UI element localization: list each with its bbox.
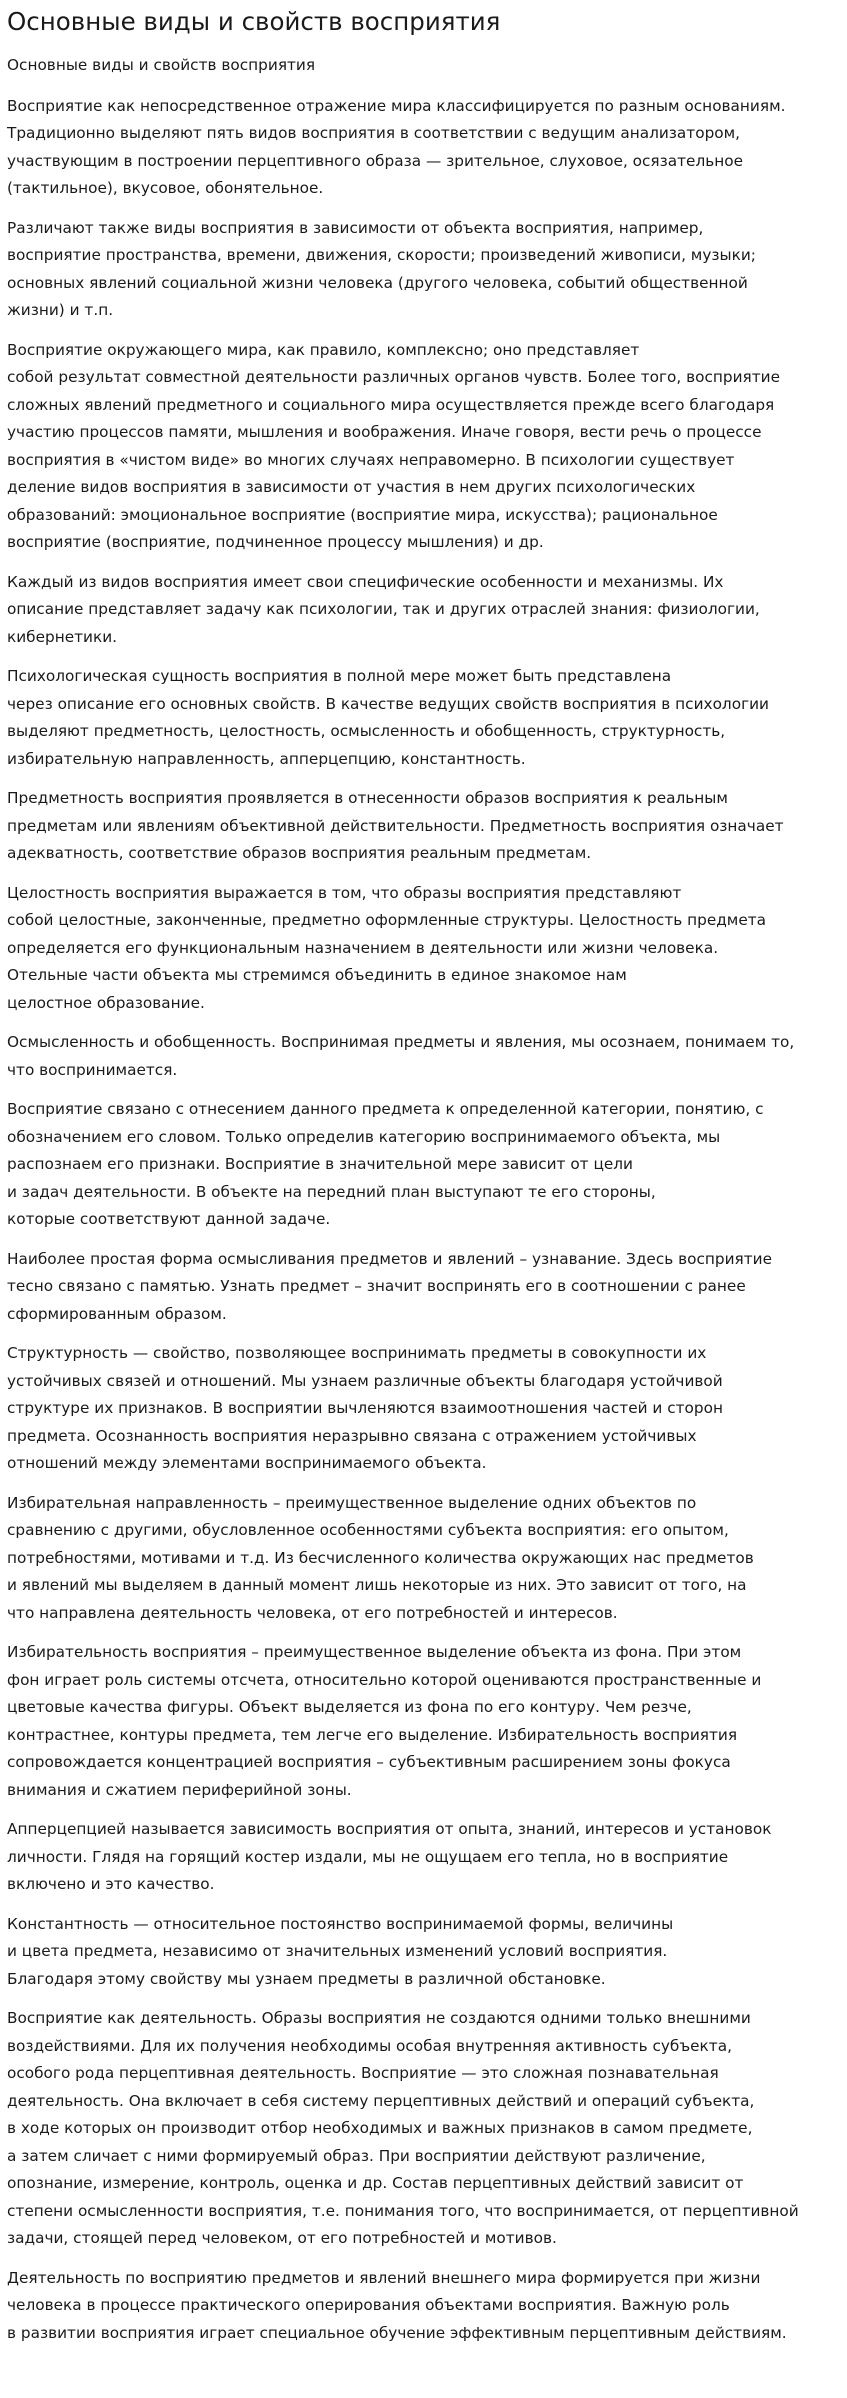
article-subtitle: Основные виды и свойств восприятия xyxy=(7,56,316,74)
paragraph-3: Восприятие окружающего мира, как правило, комплексно; оно представляет собой результат совместной деятельности различных органов чувств. Более того, восприятие сложных явлений предметного и социального мира осуществляется прежде всего благодаря участию процессов памяти, мышления и воображения. Иначе говоря, вести речь о процессе восприятия в «чистом виде» во многих случаях неправомерно. В психологии существует деление видов восприятия в зависимости от участия в нем других психологических образований: эмоциональное восприятие (восприятие мира, искусства); рациональное восприятие (восприятие, подчиненное процессу мышления) и др. xyxy=(7,340,780,551)
paragraph-5: Психологическая сущность восприятия в полной мере может быть представлена через описание его основных свойств. В качестве ведущих свойств восприятия в психологии выделяют предметность, целостность, осмысленность и обобщенность, структурность, избирательную направленность, апперцепцию, константность. xyxy=(7,667,769,768)
paragraph-1: Восприятие как непосредственное отражение мира классифицируется по разным основаниям. Традиционно выделяют пять видов восприятия в соответствии с ведущим анализатором, участвующим в построении перцептивного образа — зрительное, слуховое, осязательное (тактильное), вкусовое, обонятельное. xyxy=(7,96,786,197)
paragraph-9: Восприятие связано с отнесением данного предмета к определенной категории, понятию, с обозначением его словом. Только определив категорию воспринимаемого объекта, мы распознаем его признаки. Восприятие в значительной мере зависит от цели и задач деятельности. В объекте на передний план выступают те его стороны, которые соответствуют данной задаче. xyxy=(7,1100,764,1228)
page-title: Основные виды и свойств восприятия xyxy=(7,7,501,36)
paragraph-7: Целостность восприятия выражается в том, что образы восприятия представляют собой целостные, законченные, предметно оформленные структуры. Целостность предмета определяется его функциональным назначением в деятельности или жизни человека. Отельные части объекта мы стремимся объединить в единое знакомое нам целостное образование. xyxy=(7,883,767,1012)
paragraph-10: Наиболее простая форма осмысливания предметов и явлений – узнавание. Здесь восприятие тесно связано с памятью. Узнать предмет – значит воспринять его в соотношении с ранее сформированным образом. xyxy=(7,1249,773,1323)
paragraph-17: Деятельность по восприятию предметов и явлений внешнего мира формируется при жизни человека в процессе практического оперирования объектами восприятия. Важную роль в развитии восприятия играет специальное обучение эффективным перцептивным действиям. xyxy=(7,2268,787,2342)
paragraph-14: Апперцепцией называется зависимость восприятия от опыта, знаний, интересов и установок личности. Глядя на горящий костер издали, мы не ощущаем его тепла, но в восприятие включено и это качество. xyxy=(7,1820,772,1893)
paragraph-11: Структурность — свойство, позволяющее воспринимать предметы в совокупности их устойчивых связей и отношений. Мы узнаем различные объекты благодаря устойчивой структуре их признаков. В восприятии вычленяются взаимоотношения частей и сторон предмета. Осознанность восприятия неразрывно связана с отражением устойчивых отношений между элементами воспринимаемого объекта. xyxy=(7,1344,723,1472)
paragraph-15: Константность — относительное постоянство воспринимаемой формы, величины и цвета предмета, независимо от значительных изменений условий восприятия. Благодаря этому свойству мы узнаем предметы в различной обстановке. xyxy=(7,1914,674,1988)
paragraph-6: Предметность восприятия проявляется в отнесенности образов восприятия к реальным предметам или явлениям объективной действительности. Предметность восприятия означает адекватность, соответствие образов восприятия реальным предметам. xyxy=(7,789,784,862)
paragraph-16: Восприятие как деятельность. Образы восприятия не создаются одними только внешними воздействиями. Для их получения необходимы особая внутренняя активность субъекта, особого рода перцептивная деятельность. Восприятие — это сложная познавательная деятельность. Она включает в себя систему перцептивных действий и операций субъекта, в ходе которых он производит отбор необходимых и важных признаков в самом предмете, а затем сличает с ними формируемый образ. При восприятии действуют различение, опознание, измерение, контроль, оценка и др. Состав перцептивных действий зависит от степени осмысленности восприятия, т.е. понимания того, что воспринимается, от перцептивной задачи, стоящей перед человеком, от его потребностей и мотивов. xyxy=(7,2009,799,2247)
paragraph-13: Избирательность восприятия – преимущественное выделение объекта из фона. При этом фон играет роль системы отсчета, относительно которой оцениваются пространственные и цветовые качества фигуры. Объект выделяется из фона по его контуру. Чем резче, контрастнее, контуры предмета, тем легче его выделение. Избирательность восприятия сопровождается концентрацией восприятия – субъективным расширением зоны фокуса внимания и сжатием периферийной зоны. xyxy=(7,1643,762,1799)
paragraph-8: Осмысленность и обобщенность. Воспринимая предметы и явления, мы осознаем, понимаем то, что воспринимается. xyxy=(7,1033,795,1079)
paragraph-2: Различают также виды восприятия в зависимости от объекта восприятия, например, восприятие пространства, времени, движения, скорости; произведений живописи, музыки; основных явлений социальной жизни человека (другого человека, событий общественной жизни) и т.п. xyxy=(7,218,756,319)
paragraph-4: Каждый из видов восприятия имеет свои специфические особенности и механизмы. Их описание представляет задачу как психологии, так и других отраслей знания: физиологии, кибернетики. xyxy=(7,572,760,646)
paragraph-12: Избирательная направленность – преимущественное выделение одних объектов по сравнению с другими, обусловленное особенностями субъекта восприятия: его опытом, потребностями, мотивами и т.д. Из бесчисленного количества окружающих нас предметов и явлений мы выделяем в данный момент лишь некоторые из них. Это зависит от того, на что направлена деятельность человека, от его потребностей и интересов. xyxy=(7,1493,754,1622)
